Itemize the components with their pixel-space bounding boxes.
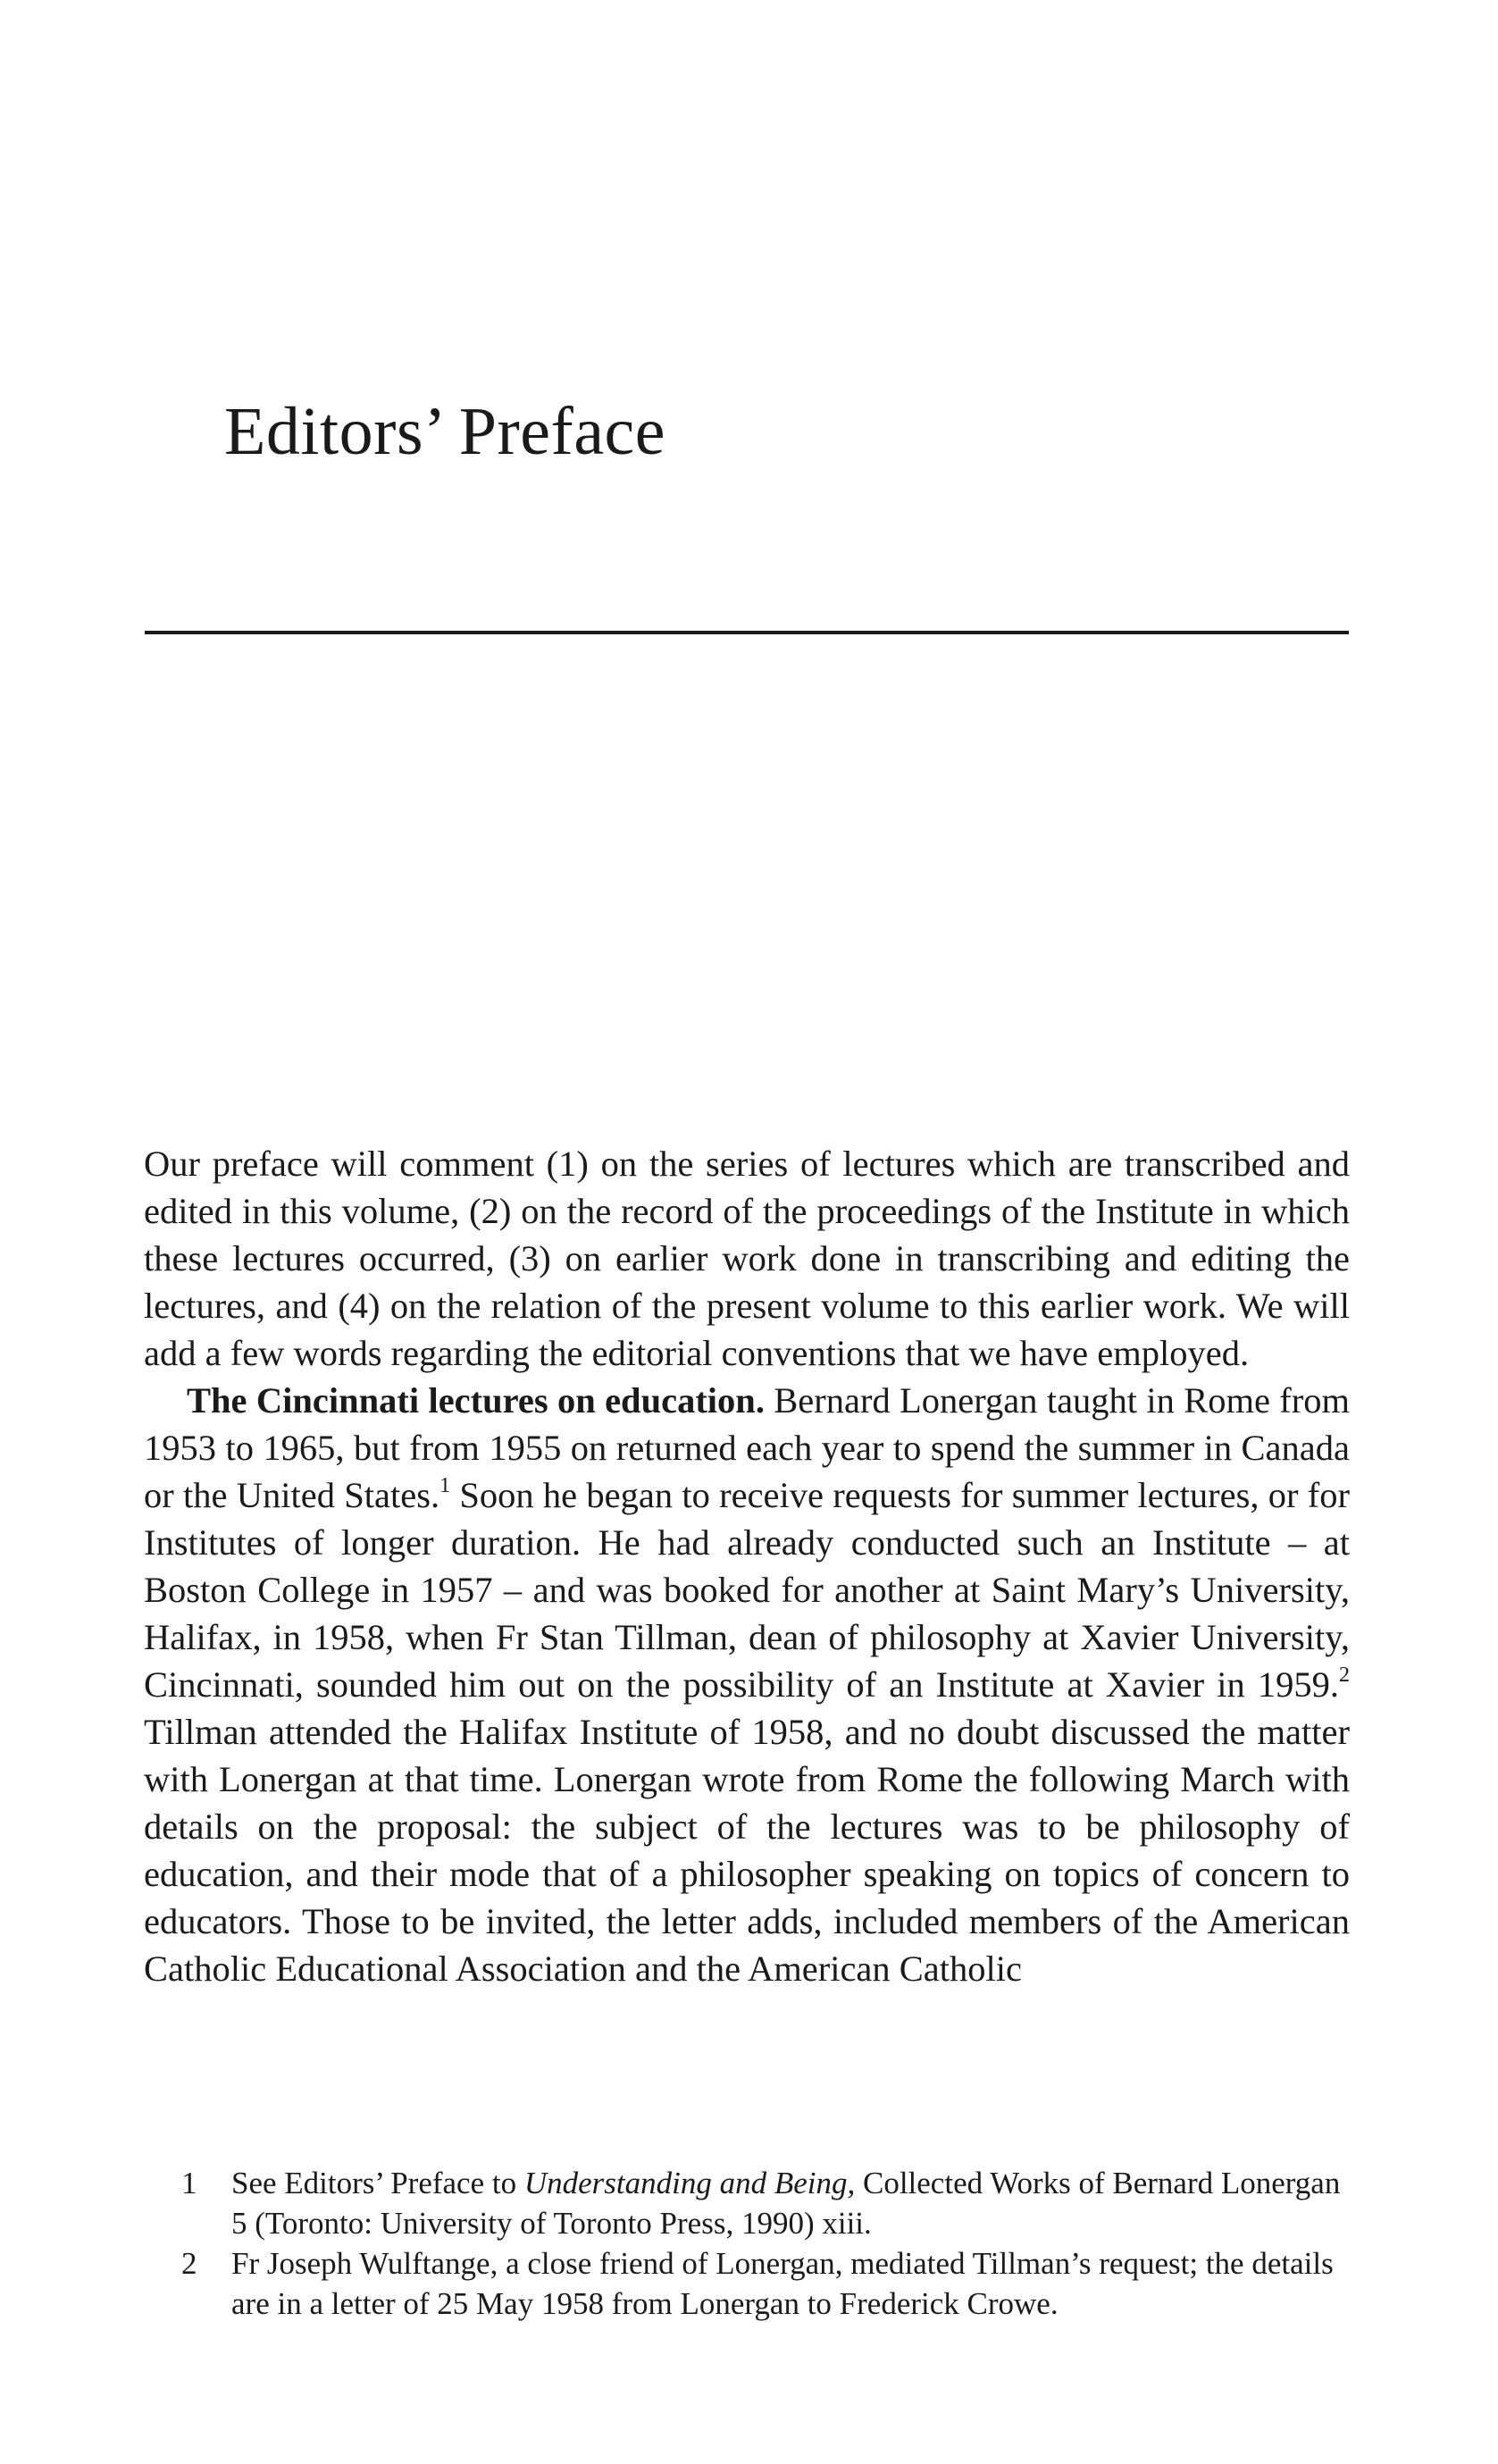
footnote-text-part: Collected Works of Bernard Lonergan 5 (Toronto: University of Toronto Press, 1990) xiii. (231, 2166, 1341, 2241)
main-text (144, 1140, 1350, 1992)
footnote-1 (181, 2163, 1350, 2243)
paragraph-text: Bernard Lonergan taught in Rome from 1953 to 1965, but from 1955 on returned each year to spend the summer in Canada or the United States. (144, 1380, 1350, 1515)
paragraph-cincinnati-lectures (144, 1377, 1350, 1992)
title-rule (145, 631, 1349, 634)
paragraph-text: Tillman attended the Halifax Institute of 1958, and no doubt discussed the matter with Lonergan at that time. Lonergan wrote from Rome the following March with details on the proposal: the subject of the lectures was to be philosophy of education, and their mode that of a philosopher speaking on topics of concern to educators. Those to be invited, the letter adds, included members of the American Catholic Educational Association and the American Catholic (144, 1712, 1350, 1989)
footnote-number: 1 (181, 2166, 197, 2200)
footnote-text-part: See Editors’ Preface to (231, 2166, 524, 2200)
footnote-ref-1[interactable]: 1 (439, 1474, 451, 1497)
section-run-in-heading: The Cincinnati lectures on education. (187, 1380, 765, 1421)
page-title: Editors’ Preface (224, 394, 666, 469)
paragraph-text: Soon he began to receive requests for summer lectures, or for Institutes of longer duration. He had already conducted such an Institute – at Boston College in 1957 – and was booked for another at Saint Mary’s University, Halifax, in 1958, when Fr Stan Tillman, dean of philosophy at Xavier University, Cincinnati, sounded him out on the possibility of an Institute at Xavier in 1959. (144, 1475, 1350, 1705)
footnote-2 (181, 2243, 1350, 2324)
footnote-ref-2[interactable]: 2 (1339, 1664, 1350, 1687)
paragraph-intro: Our preface will comment (1) on the series of lectures which are transcribed and edited in this volume, (2) on the record of the proceedings of the Institute in which these lectures occurred, (3) on earlier work done in transcribing and editing the lectures, and (4) on the relation of the present volume to this earlier work. We will add a few words regarding the editorial conventions that we have employed. (144, 1144, 1350, 1373)
footnote-number: 2 (181, 2246, 197, 2281)
footnote-text (231, 2163, 1350, 2243)
footnote-text: Fr Joseph Wulftange, a close friend of Lonergan, mediated Tillman’s request; the details are in a letter of 25 May 1958 from Lonergan to Frederick Crowe. (231, 2246, 1334, 2321)
book-title: Understanding and Being, (523, 2166, 856, 2200)
footnotes (181, 2163, 1350, 2324)
